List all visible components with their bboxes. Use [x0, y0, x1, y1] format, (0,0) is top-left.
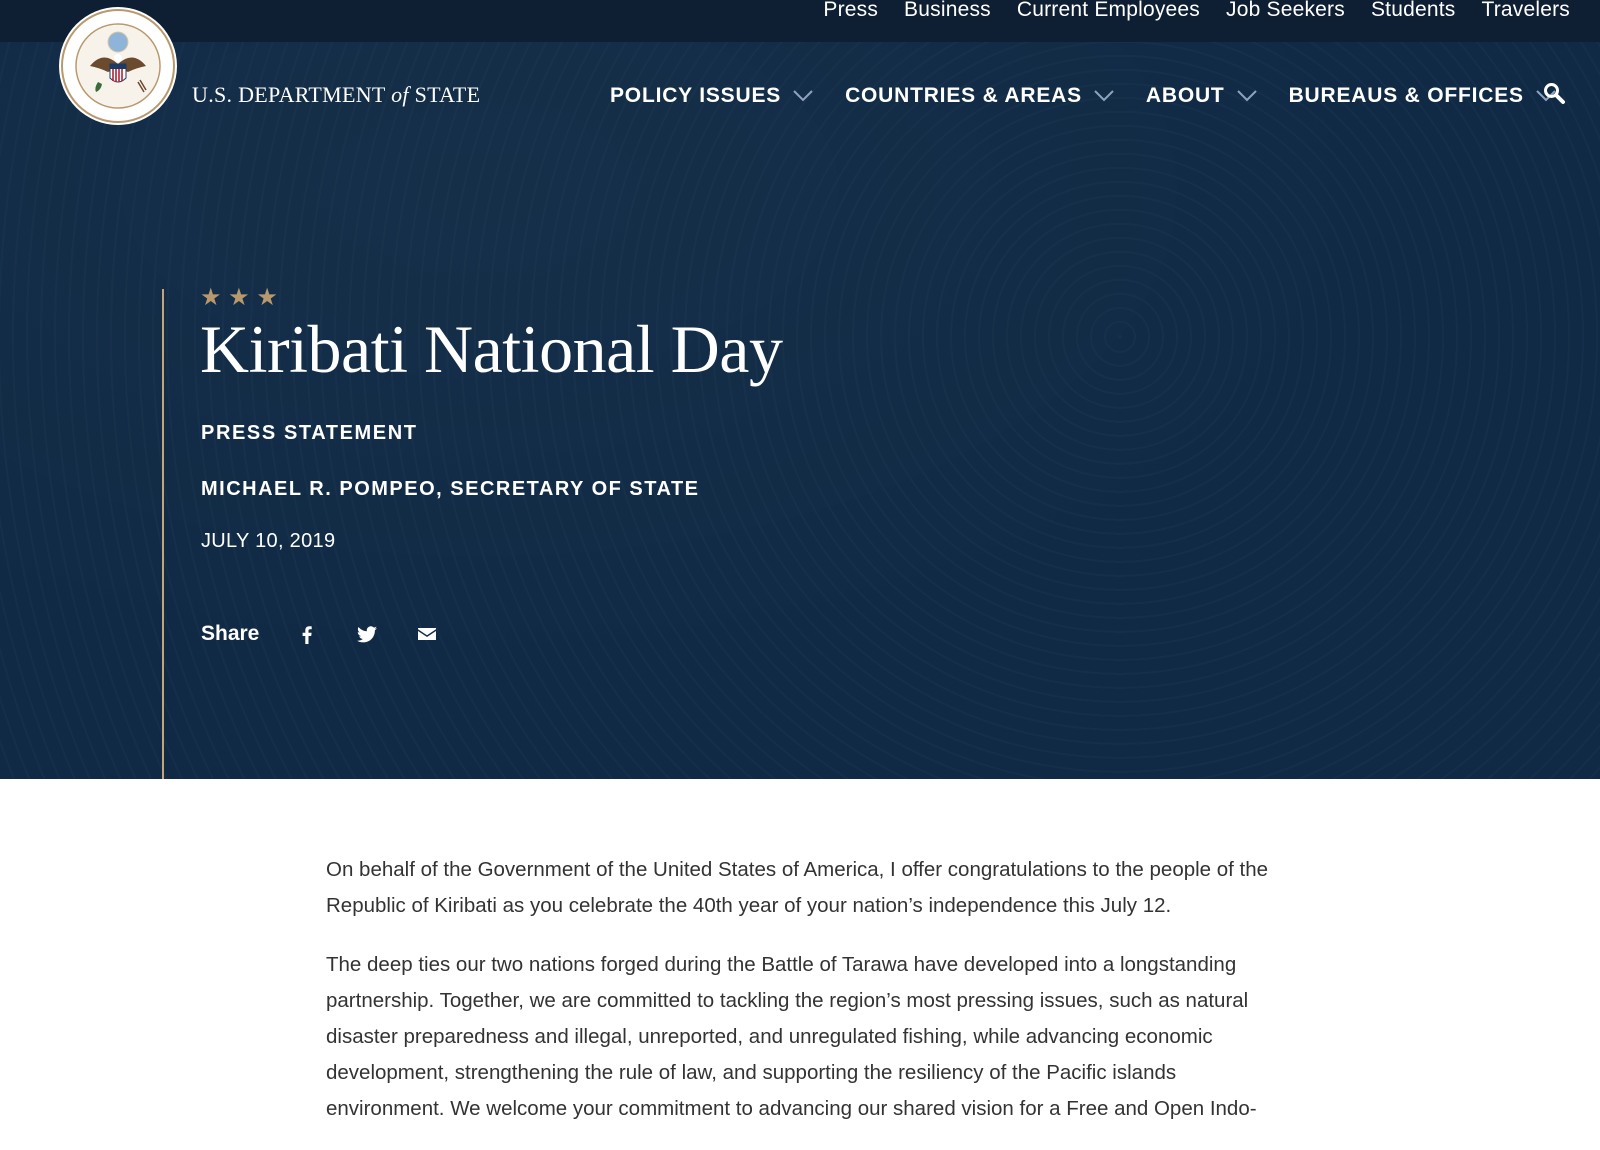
- author-byline: MICHAEL R. POMPEO, SECRETARY OF STATE: [201, 478, 700, 500]
- nav-label: COUNTRIES & AREAS: [845, 84, 1082, 107]
- publish-date: JULY 10, 2019: [201, 530, 336, 552]
- stars-glyphs: ★ ★ ★: [200, 284, 278, 311]
- department-seal-logo[interactable]: [58, 6, 178, 126]
- site-name-of: of: [391, 82, 409, 107]
- search-icon[interactable]: [1542, 81, 1566, 105]
- nav-label: ABOUT: [1145, 84, 1225, 107]
- nav-about[interactable]: [1146, 84, 1257, 108]
- nav-countries-areas[interactable]: [845, 84, 1114, 108]
- site-name-part: U.S. DEPARTMENT: [192, 82, 386, 107]
- utility-link-students[interactable]: Students: [1370, 0, 1456, 21]
- nav-policy-issues[interactable]: [610, 84, 813, 108]
- utility-nav: [823, 0, 1570, 23]
- twitter-icon[interactable]: [355, 622, 379, 646]
- hero-accent-rule: [162, 289, 164, 779]
- chevron-down-icon: [1094, 90, 1114, 102]
- utility-bar: [0, 0, 1600, 42]
- article-body: [326, 852, 1286, 1150]
- utility-link-travelers[interactable]: Travelers: [1481, 0, 1570, 21]
- share-bar: [201, 622, 475, 646]
- email-icon[interactable]: [415, 622, 439, 646]
- utility-link-press[interactable]: Press: [823, 0, 879, 21]
- chevron-down-icon: [793, 90, 813, 102]
- article-paragraph: On behalf of the Government of the United States of America, I offer congratulations to the people of the Republic of Kiribati as you celebrate the 40th year of your nation’s independence this July 12.: [326, 858, 1269, 917]
- hero-banner: [0, 42, 1600, 779]
- site-name[interactable]: [192, 82, 480, 108]
- page-title: Kiribati National Day: [200, 311, 783, 387]
- chevron-down-icon: [1237, 90, 1257, 102]
- utility-link-current-employees[interactable]: Current Employees: [1016, 0, 1201, 21]
- article-paragraph: The deep ties our two nations forged during the Battle of Tarawa have developed into a longstanding partnership. Together, we are committed to tackling the region’s most pressing issues, such as natural disaster preparedness and illegal, unreported, and unregulated fishing, while advancing economic development, strengthening the rule of law, and supporting the resiliency of the Pacific islands environment. We welcome your commitment to advancing our shared vision for a Free and Open Indo-: [326, 953, 1257, 1120]
- share-label: Share: [201, 622, 260, 645]
- facebook-icon[interactable]: [295, 622, 319, 646]
- utility-link-business[interactable]: Business: [904, 0, 991, 21]
- main-nav: [610, 84, 1588, 108]
- nav-label: BUREAUS & OFFICES: [1288, 84, 1524, 107]
- nav-bureaus-offices[interactable]: [1289, 84, 1556, 108]
- nav-label: POLICY ISSUES: [610, 84, 782, 107]
- utility-link-job-seekers[interactable]: Job Seekers: [1226, 0, 1345, 21]
- stars-decoration: [200, 284, 278, 312]
- document-type: PRESS STATEMENT: [201, 422, 418, 444]
- site-name-part: STATE: [414, 82, 481, 107]
